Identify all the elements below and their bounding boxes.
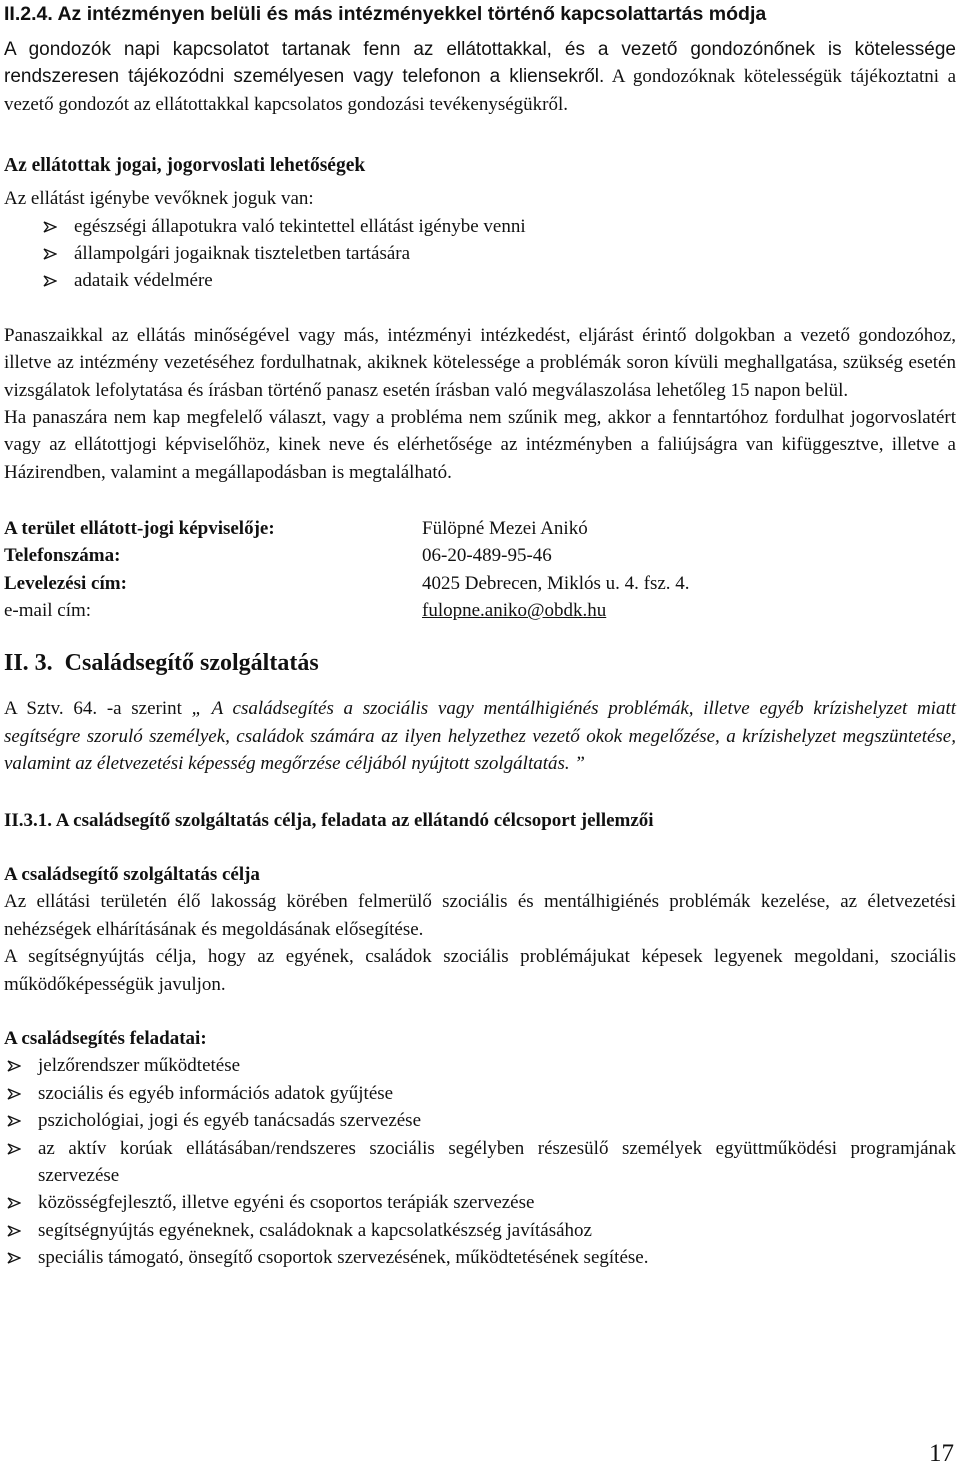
address-value: 4025 Debrecen, Miklós u. 4. fsz. 4. (422, 573, 690, 595)
phone-value: 06-20-489-95-46 (422, 545, 552, 567)
representative-contact (4, 515, 956, 625)
goal-paragraph-1: Az ellátási területén élő lakosság körében felmerülő szociális és mentálhigiénés problémák kezelése, az életvezetési nehézségek elhárításának és megoldásának elősegítése. (4, 891, 956, 940)
email-label: e-mail cím: (4, 600, 92, 622)
list-item (4, 213, 956, 240)
list-item (4, 1217, 956, 1244)
email-link[interactable]: fulopne.aniko@obdk.hu (422, 600, 607, 622)
arrow-bullet-icon (43, 248, 57, 260)
list-item (4, 1080, 956, 1107)
contact-paragraph-part1: A gondozók napi kapcsolatot tartanak fenn az ellátottakkal, és a vezető gondozónőnek is kötelessége rendszeresen tájékozódni személyesen vagy telefonon a kliensekről. (4, 39, 956, 88)
section-heading-2-4: II.2.4. Az intézményen belüli és más intézményekkel történő kapcsolattartás módja (4, 3, 767, 25)
goal-paragraph-2: A segítségnyújtás célja, hogy az egyének, családok szociális problémájukat képesek legyenek megoldani, szociális működőképességük javuljon. (4, 946, 956, 995)
task-item: az aktív korúak ellátásában/rendszeres szociális segélyben részesülő személyek együttműködési programjának szervezése (38, 1137, 956, 1186)
law-quote-text: „ A családsegítés a szociális vagy mentálhigiénés problémák, illetve egyéb krízishelyzet miatt segítségre szoruló személyek, családok számára az ilyen helyzethez vezető okok megelőzése, a krízishelyzet megszüntetése, valamint az életvezetési képesség megőrzése céljából nyújtott szolgáltatás. ” (4, 698, 957, 775)
task-item: speciális támogató, önsegítő csoportok szervezésének, működtetésének segítése. (38, 1247, 649, 1269)
contact-paragraph-part2: A gondozóknak kötelességük tájékoztatni a vezető gondozót az ellátottakkal kapcsolatos gondozási tevékenységükről. (4, 66, 956, 115)
subsection-heading-2-3-1: II.3.1. A családsegítő szolgáltatás célja, feladata az ellátandó célcsoport jellemzői (4, 809, 654, 831)
rights-list (4, 213, 956, 295)
representative-name: Fülöpné Mezei Anikó (422, 518, 588, 540)
rights-heading: Az ellátottak jogai, jogorvoslati lehetőségek (4, 155, 366, 177)
contact-paragraph (4, 36, 956, 118)
list-item (4, 1107, 956, 1134)
list-item (4, 1052, 956, 1079)
rights-item: adataik védelmére (74, 270, 213, 292)
task-item: jelzőrendszer működtetése (38, 1055, 241, 1077)
law-quote-paragraph (4, 695, 956, 777)
arrow-bullet-icon (43, 275, 57, 287)
complaint-paragraph: Panaszaikkal az ellátás minőségével vagy más, intézményi intézkedést, eljárást érintő dolgokban a vezető gondozóhoz, illetve az intézmény vezetéséhez fordulhatnak, akiknek kötelessége a problémák soron kívüli meghallgatása, szükség esetén vizsgálatok lefolytatása és írásban történő panasz esetén írásban való megválaszolása lehetőleg 15 napon belül. (4, 324, 956, 401)
tasks-list (4, 1052, 956, 1271)
representative-label: A terület ellátott-jogi képviselője: (4, 518, 275, 540)
task-item: közösségfejlesztő, illetve egyéni és csoportos terápiák szervezése (38, 1192, 535, 1214)
task-item: pszichológiai, jogi és egyéb tanácsadás szervezése (38, 1110, 422, 1132)
goal-heading: A családsegítő szolgáltatás célja (4, 863, 260, 885)
section-heading-2-3: II. 3. Családsegítő szolgáltatás (4, 650, 319, 677)
list-item (4, 267, 956, 294)
task-item: szociális és egyéb információs adatok gyűjtése (38, 1082, 394, 1104)
arrow-bullet-icon (7, 1115, 21, 1127)
phone-label: Telefonszáma: (4, 545, 121, 567)
task-item: segítségnyújtás egyéneknek, családoknak a kapcsolatkészség javításához (38, 1219, 592, 1241)
arrow-bullet-icon (7, 1252, 21, 1264)
list-item (4, 1189, 956, 1216)
tasks-heading: A családsegítés feladatai: (4, 1027, 207, 1049)
arrow-bullet-icon (43, 221, 57, 233)
arrow-bullet-icon (7, 1088, 21, 1100)
arrow-bullet-icon (7, 1225, 21, 1237)
list-item (4, 1135, 956, 1190)
arrow-bullet-icon (7, 1197, 21, 1209)
address-label: Levelezési cím: (4, 573, 127, 595)
rights-item: állampolgári jogaiknak tiszteletben tartására (74, 243, 411, 265)
law-quote-prefix: A Sztv. 64. -a szerint (4, 698, 192, 720)
page-number: 17 (929, 1440, 954, 1467)
list-item (4, 240, 956, 267)
arrow-bullet-icon (7, 1143, 21, 1155)
list-item (4, 1244, 956, 1271)
document-page (4, 0, 956, 1272)
remedy-paragraph: Ha panaszára nem kap megfelelő választ, vagy a probléma nem szűnik meg, akkor a fenntartóhoz fordulhat jogorvoslatért vagy az ellátottjogi képviselőhöz, kinek neve és elérhetősége az intézményben a faliújságra van kifüggesztve, illetve a Házirendben, valamint a megállapodásban is megtalálható. (4, 407, 956, 483)
rights-intro: Az ellátást igénybe vevőknek joguk van: (4, 188, 314, 210)
rights-item: egészségi állapotukra való tekintettel ellátást igénybe venni (74, 215, 526, 237)
arrow-bullet-icon (7, 1060, 21, 1072)
